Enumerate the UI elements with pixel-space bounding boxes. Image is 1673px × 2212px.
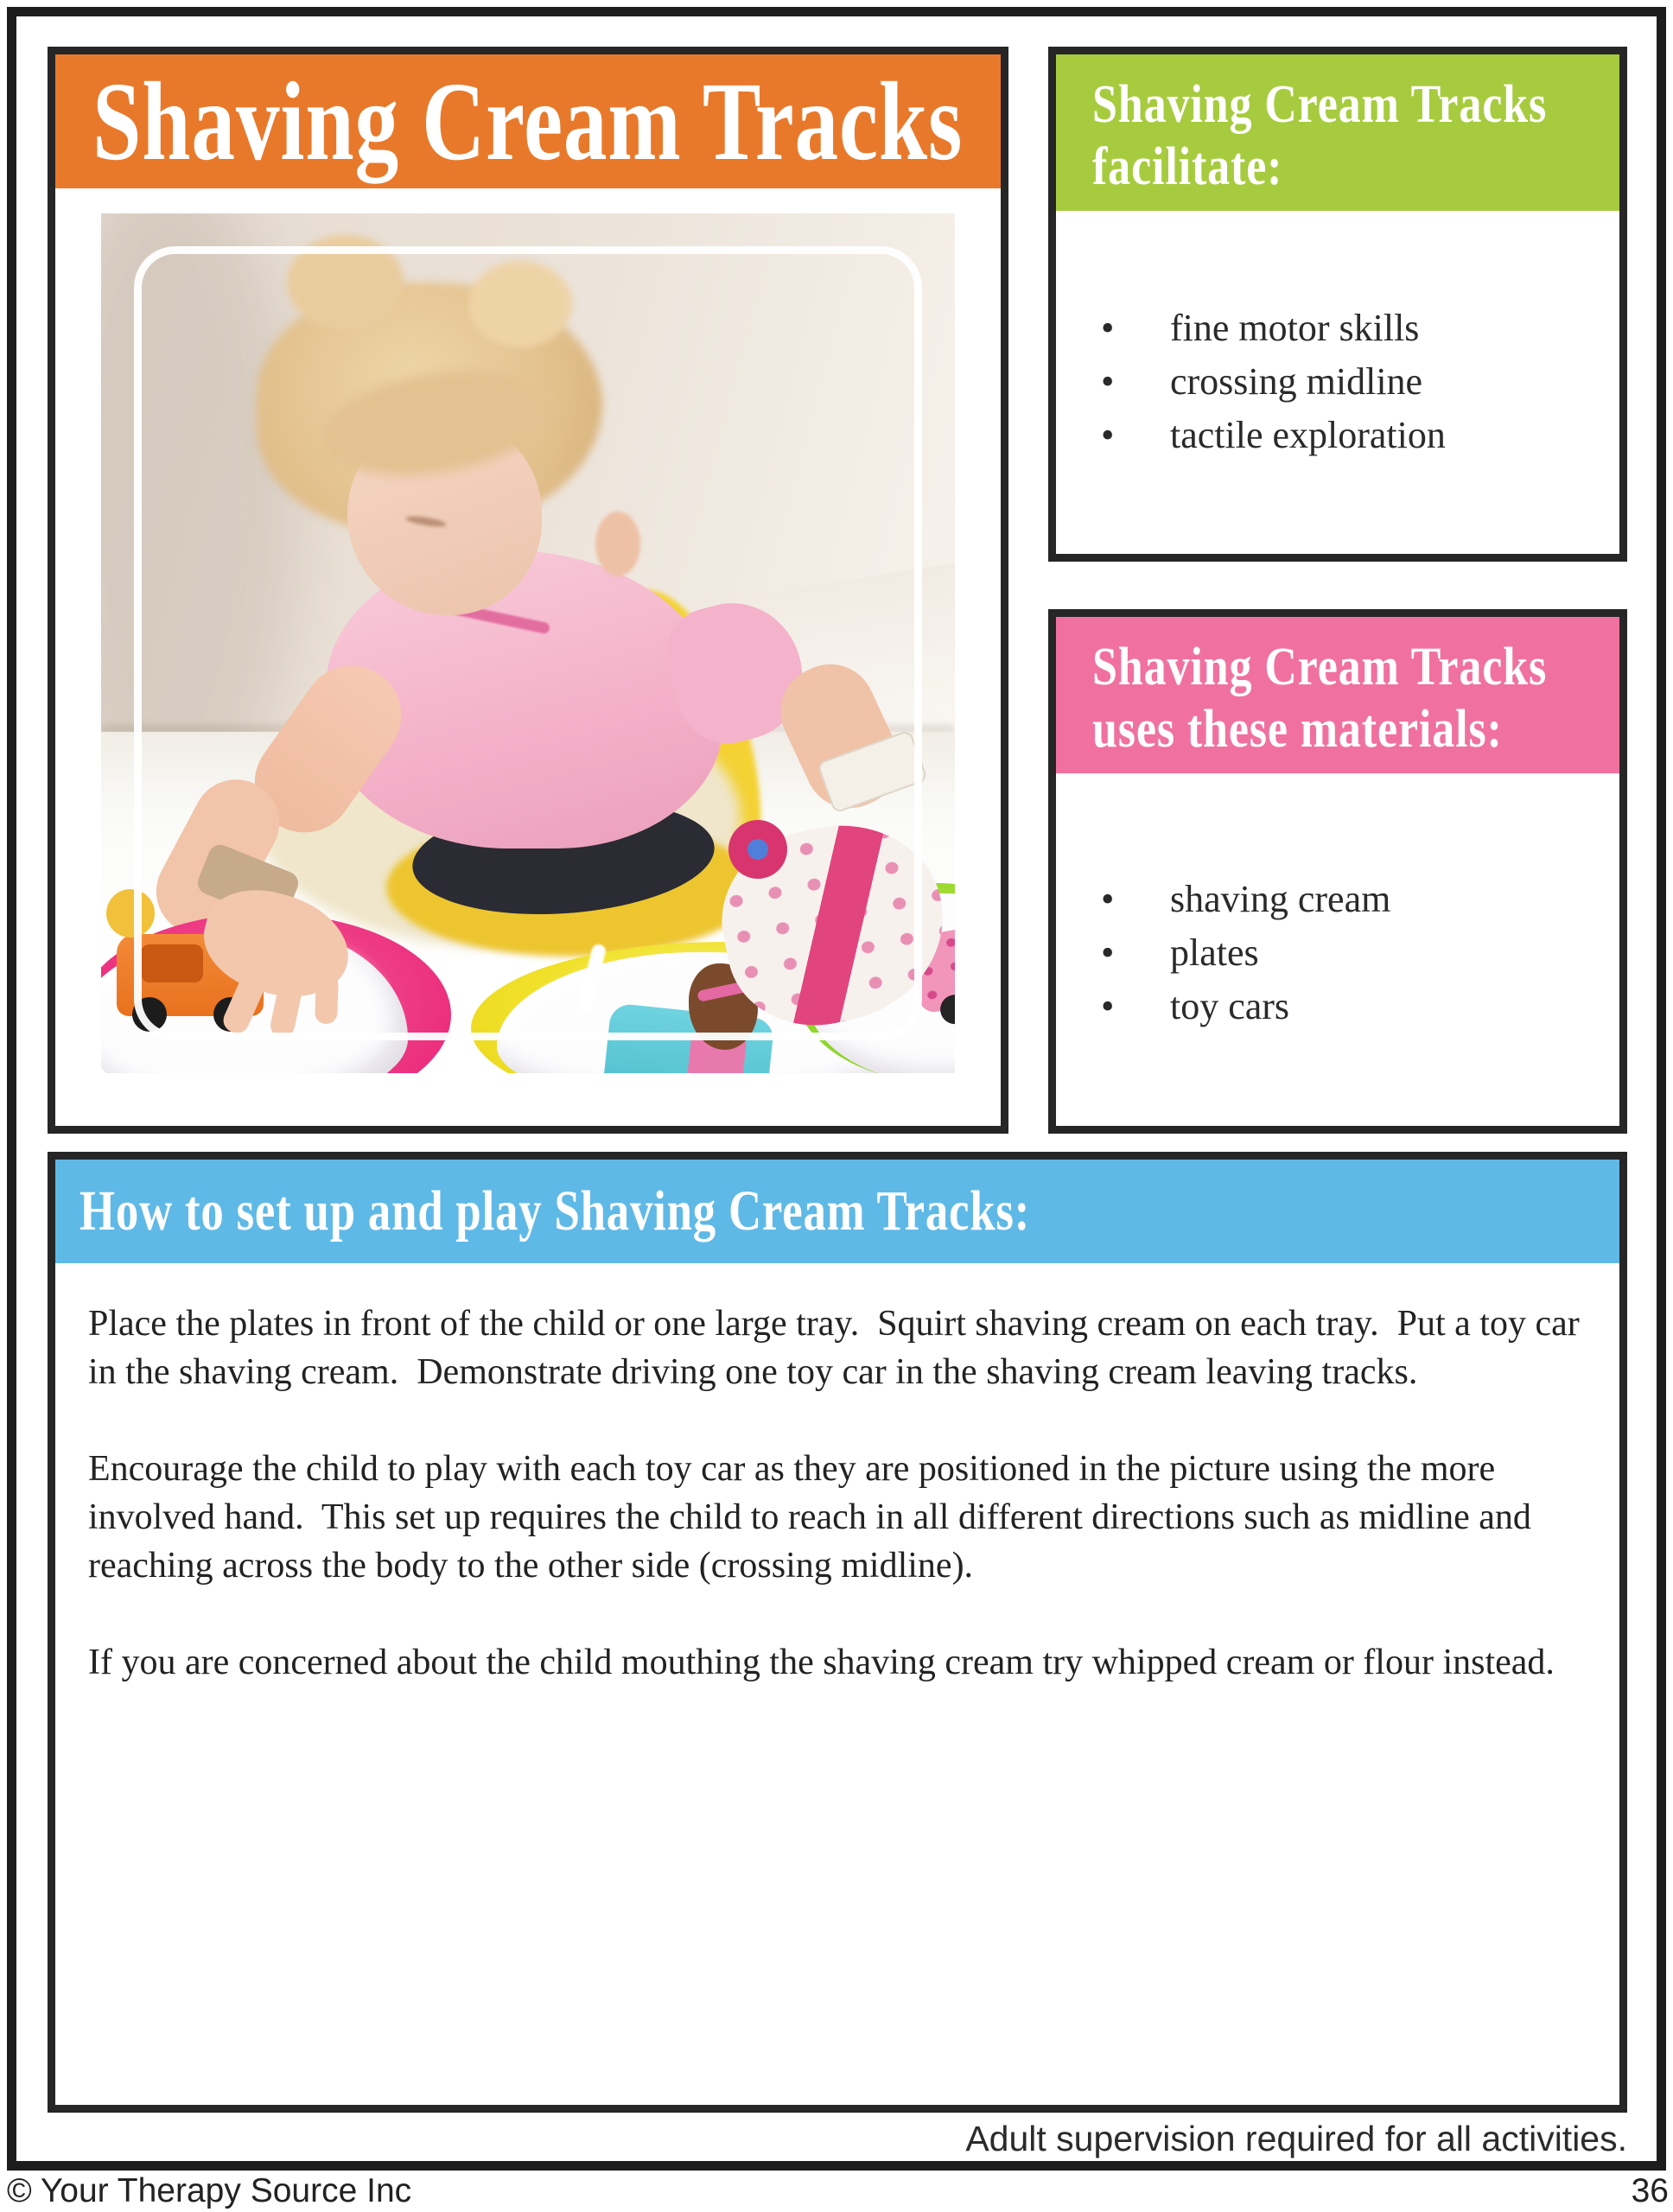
copyright-text: © Your Therapy Source Inc (7, 2172, 412, 2209)
list-item: • tactile exploration (1056, 409, 1619, 462)
materials-heading-band (1056, 617, 1619, 773)
materials-heading: Shaving Cream Tracks uses these materials: (1092, 638, 1548, 759)
materials-list (1056, 873, 1619, 1033)
howto-paragraph: Place the plates in front of the child or one large tray. Squirt shaving cream on each tray. Put a toy car in the shaving cream. Demonstrate driving one toy car in the shaving cream leaving tracks. (88, 1304, 1589, 1392)
list-item: • crossing midline (1056, 355, 1619, 409)
activity-card (48, 47, 1008, 1134)
supervision-note: Adult supervision required for all activities. (965, 2119, 1627, 2158)
list-item: • toy cars (1056, 980, 1619, 1033)
photo-frame-overlay (134, 246, 922, 1040)
page-footer (0, 2172, 1673, 2212)
activity-title-band (55, 54, 1001, 188)
list-item: • plates (1056, 926, 1619, 980)
facilitate-heading: Shaving Cream Tracks facilitate: (1092, 75, 1548, 196)
materials-card (1048, 609, 1627, 1134)
list-item: • shaving cream (1056, 873, 1619, 926)
list-item: • fine motor skills (1056, 302, 1619, 355)
howto-paragraph: If you are concerned about the child mouthing the shaving cream try whipped cream or flour instead. (88, 1643, 1555, 1682)
activity-photo (101, 213, 955, 1073)
howto-body (55, 1263, 1619, 1735)
howto-heading: How to set up and play Shaving Cream Tracks: (80, 1179, 1031, 1243)
facilitate-card (1048, 47, 1627, 562)
page-title: Shaving Cream Tracks (92, 59, 964, 184)
facilitate-list (1056, 302, 1619, 462)
howto-card (48, 1152, 1627, 2113)
howto-heading-band (55, 1160, 1619, 1263)
howto-paragraph: Encourage the child to play with each toy car as they are positioned in the picture using the more involved hand. This set up requires the child to reach in all different directions such as midline and reaching across the body to the other side (crossing midline). (88, 1449, 1541, 1586)
page-number: 36 (1631, 2172, 1669, 2209)
facilitate-heading-band (1056, 54, 1619, 211)
